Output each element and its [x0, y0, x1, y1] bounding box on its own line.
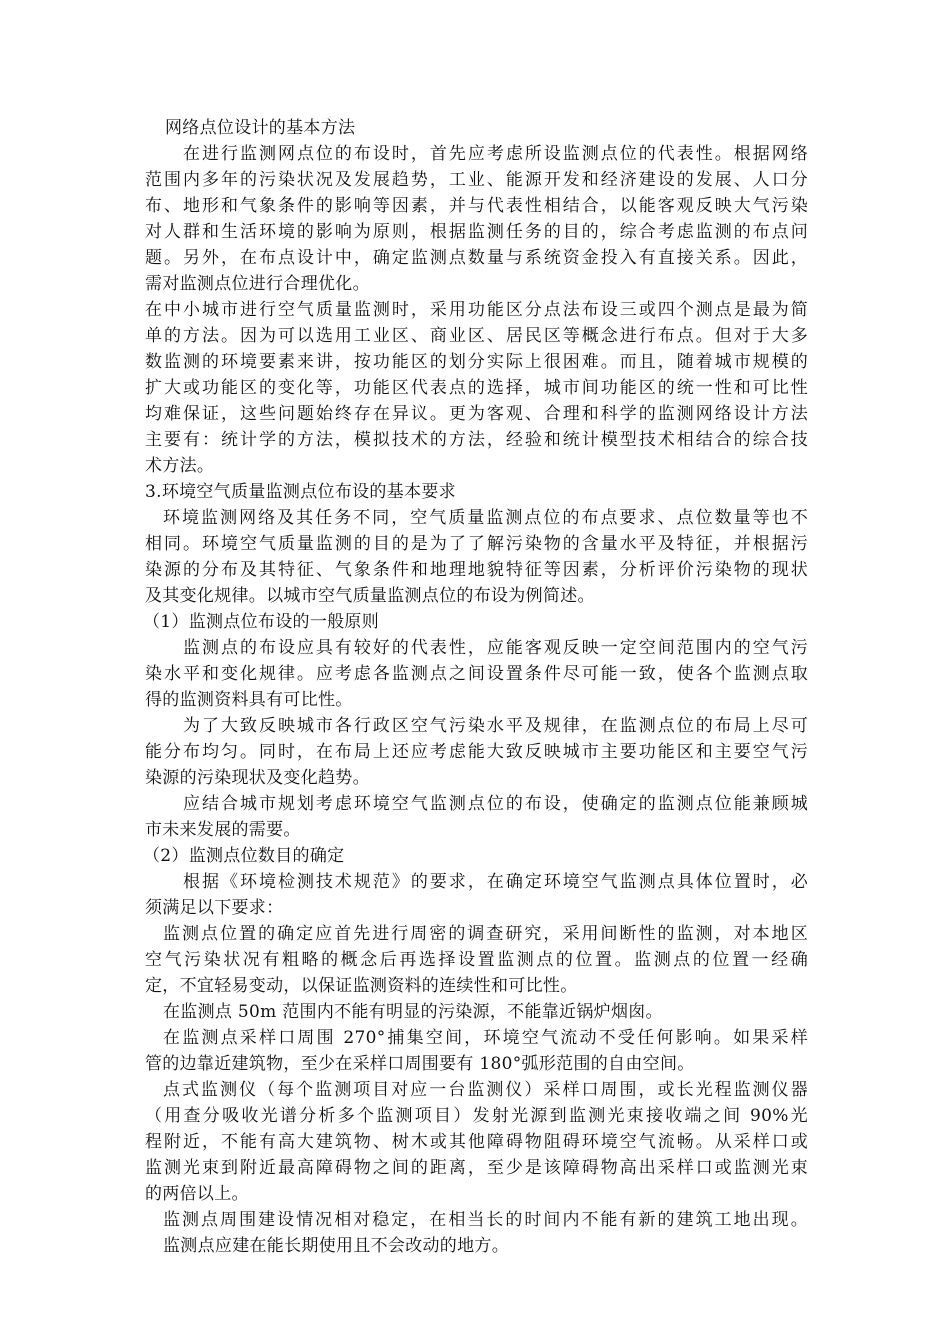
paragraph-line: 监测点的布设应具有较好的代表性，应能客观反映一定空间范围内的空气污: [183, 638, 808, 658]
paragraph-line: 在监测点采样口周围 270°捕集空间，环境空气流动不受任何影响。如果采样: [163, 1028, 808, 1048]
paragraph-line: 管的边靠近建筑物，至少在采样口周围要有 180°弧形范围的自由空间。: [145, 1054, 695, 1074]
paragraph-line: 市未来发展的需要。: [145, 820, 301, 840]
paragraph-line: 得的监测资料具有可比性。: [145, 690, 353, 710]
paragraph-line: 均难保证，这些问题始终存在异议。更为客观、合理和科学的监测网络设计方法: [145, 404, 808, 424]
paragraph-line: 为了大致反映城市各行政区空气污染水平及规律，在监测点位的布局上尽可: [183, 716, 808, 736]
paragraph-line: 点式监测仪（每个监测项目对应一台监测仪）采样口周围，或长光程监测仪器: [163, 1080, 808, 1100]
paragraph-line: 布、地形和气象条件的影响等因素，并与代表性相结合，以能客观反映大气污染: [145, 196, 808, 216]
paragraph-line: 根据《环境检测技术规范》的要求，在确定环境空气监测点具体位置时，必: [183, 872, 808, 892]
paragraph-line: 空气污染状况有粗略的概念后再选择设置监测点的位置。监测点的位置一经确: [145, 950, 808, 970]
paragraph-line: 应结合城市规划考虑环境空气监测点位的布设，使确定的监测点位能兼顾城: [183, 794, 808, 814]
paragraph-line: 能分布均匀。同时，在布局上还应考虑能大致反映城市主要功能区和主要空气污: [145, 742, 808, 762]
subsection-heading-principles: （1）监测点位布设的一般原则: [143, 612, 380, 632]
paragraph-line: 需对监测点位进行合理优化。: [145, 274, 370, 294]
paragraph-line: 术方法。: [145, 456, 215, 476]
paragraph-line: 须满足以下要求：: [145, 898, 284, 918]
paragraph-line: 监测点周围建设情况相对稳定，在相当长的时间内不能有新的建筑工地出现。: [163, 1210, 808, 1230]
paragraph-line: 染源的分布及其特征、气象条件和地理地貌特征等因素，分析评价污染物的现状: [145, 560, 808, 580]
paragraph-line: 相同。环境空气质量监测的目的是为了了解污染物的含量水平及特征，并根据污: [145, 534, 808, 554]
paragraph-line: 题。另外，在布点设计中，确定监测点数量与系统资金投入有直接关系。因此，: [145, 248, 808, 268]
paragraph-line: 范围内多年的污染状况及发展趋势，工业、能源开发和经济建设的发展、人口分: [145, 170, 808, 190]
paragraph-line: 监测点应建在能长期使用且不会改动的地方。: [163, 1236, 509, 1256]
section-heading-requirements: 3.环境空气质量监测点位布设的基本要求: [145, 482, 456, 502]
section-heading-network-design: 网络点位设计的基本方法: [165, 118, 356, 138]
paragraph-line: 及其变化规律。以城市空气质量监测点位的布设为例简述。: [145, 586, 595, 606]
paragraph-line: 对人群和生活环境的影响为原则，根据监测任务的目的，综合考虑监测的布点问: [145, 222, 808, 242]
paragraph-line: 主要有：统计学的方法，模拟技术的方法，经验和统计模型技术相结合的综合技: [145, 430, 808, 450]
paragraph-line: 染源的污染现状及变化趋势。: [145, 768, 370, 788]
paragraph-line: 监测光束到附近最高障碍物之间的距离，至少是该障碍物高出采样口或监测光束: [145, 1158, 808, 1178]
paragraph-line: 扩大或功能区的变化等，功能区代表点的选择，城市间功能区的统一性和可比性: [145, 378, 808, 398]
paragraph-line: （用查分吸收光谱分析多个监测项目）发射光源到监测光束接收端之间 90%光: [145, 1106, 808, 1126]
paragraph-line: 程附近，不能有高大建筑物、树木或其他障碍物阻碍环境空气流畅。从采样口或: [145, 1132, 808, 1152]
paragraph-line: 在进行监测网点位的布设时，首先应考虑所设监测点位的代表性。根据网络: [183, 144, 808, 164]
paragraph-line: 数监测的环境要素来讲，按功能区的划分实际上很困难。而且，随着城市规模的: [145, 352, 808, 372]
paragraph-line: 环境监测网络及其任务不同，空气质量监测点位的布点要求、点位数量等也不: [163, 508, 808, 528]
paragraph-line: 在中小城市进行空气质量监测时，采用功能区分点法布设三或四个测点是最为简: [145, 300, 808, 320]
paragraph-line: 在监测点 50m 范围内不能有明显的污染源，不能靠近锅炉烟囱。: [163, 1002, 663, 1022]
paragraph-line: 染水平和变化规律。应考虑各监测点之间设置条件尽可能一致，使各个监测点取: [145, 664, 808, 684]
paragraph-line: 定，不宜轻易变动，以保证监测资料的连续性和可比性。: [145, 976, 578, 996]
paragraph-line: 单的方法。因为可以选用工业区、商业区、居民区等概念进行布点。但对于大多: [145, 326, 808, 346]
paragraph-line: 监测点位置的确定应首先进行周密的调查研究，采用间断性的监测，对本地区: [163, 924, 808, 944]
subsection-heading-count: （2）监测点位数目的确定: [143, 846, 345, 866]
paragraph-line: 的两倍以上。: [145, 1184, 249, 1204]
